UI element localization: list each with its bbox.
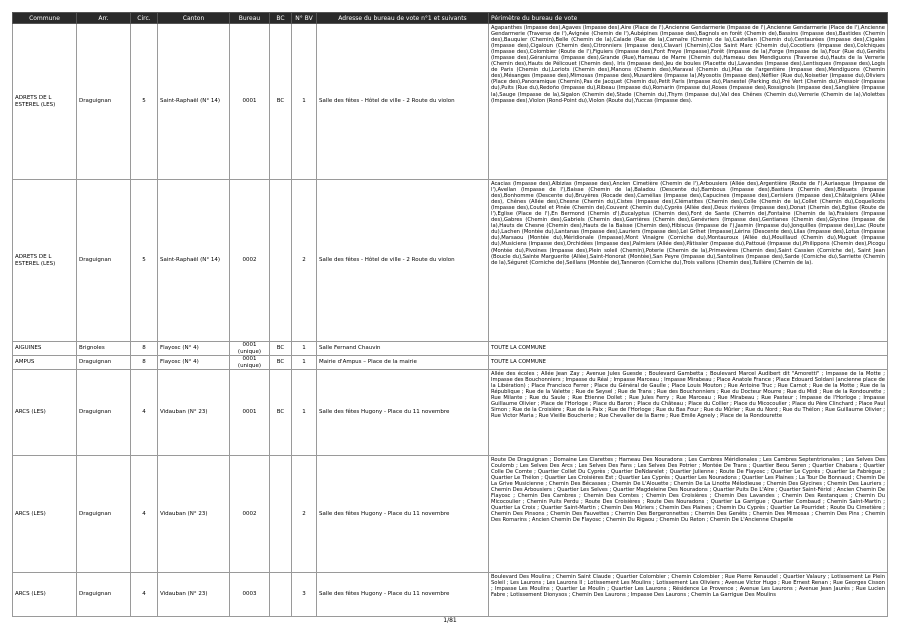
cell-commune: AIGUINES <box>13 342 77 356</box>
cell-perimetre: Acacias (Impasse des),Albizias (Impasse des),Ancien Cimetière (Chemin de l'),Arbousiers (Allée des),Argentière (Route de l'),Auriasque (Impasse de l'),Avellan (Impasse de l'),Baisse (Chemin de la),Baladou (Descente du),Bambous (Impasse des),Bastians (Chemin des),Bleuets (Impasse des),Bonhomme (Descente du),Bruyères (Rocade des),Camélias (Impasse des),Capucines (Impasse des),Cerisiers (Impasse des),Châtaigniers (Allée des), Chênes (Allée des),Chesne (Chemin du),Cistes (Impasse des),Clématites (Chemin des),Colle (Chemin de la),Collet (Chemin du),Coquelicots (Impasse des),Coutel et Pinée (Chemin de),Couvent (Chemin du),Cyprès (Allée des),Deux rivières (Impasse des),Donat (Chemin de),Eglise (Route de l'),Eglise (Place de l'),En Bermond (Chemin d'),Eucalyptus (Chemin des),Font de Sante (Chemin de),Fontaine (Chemin de la),Fraisiers (Impasse des),Gabres (Chemin des),Gabriels (Chemin des),Garrières (Chemin des),Genévriers (Impasse des),Gentianes (Chemin des),Glycine (Impasse de la),Hauts de Chesne (Chemin des),Hauts de la Baisse (Chemin des),Hibiscus (Impasse de l'),Jasmin (Impasse du),Jonquilles (Impasse des),Lac (Route du),Lachen (Montée du),Lantanas (Impasse des),Lauriers (Impasse des),Lei Grihet (Impasse),Lérins (Descente des),Lilas (Impasse des),Lotus (Impasse du),Marsaou (Montée du),Méridionale (Impasse),Mont Vinaigre (Corniche du),Montauroux (Allée du),Mouillaud (Chemin du),Muguet (Impasse du),Musiciens (Impasse des),Orchidées (Impasse des),Palmiers (Allée des),Pâtissier (Impasse du),Pattoué (Impasse du),Philippons (Chemin des),Picogu (Montée du),Pivoines (Impasse des),Plein soleil (Chemin),Poterie (Chemin de la),Primevères (Chemin des),Saint Cassien (Corniche de), Saint Jean (Boucle du),Sainte Marguerite (Allée),Saint-Honorat (Montée),San Peyre (Impasse du),Santolines (Impasse des),Sarde (Corniche du),Sarriette (Chemin de la),Séguret (Corniche de),Seillans (Montée de),Tanneron (Corniche du),Trois vallons (Chemin des),Tuilière (Chemin de la). <box>489 180 888 342</box>
cell-perimetre: Allée des écoles ; Allée Jean Zay ; Avenue Jules Guesde ; Boulevard Gambetta ; Boulevard Marcel Audibert dit "Amoretti" ; Impasse de la Motte ; Impasse des Bouchonniers ; Impasse du Réal ; Impasse Marceau ; Impasse Mirabeau ; Place Anatole France ; Place Edouard Soldani (ancienne place de la Libération) ; Place Francisco Ferrer ; Place du Général de Gaulle ; Place Louis Mouton ; Rue Antoine Truc ; Rue Carnot ; Rue de la Motte ; Rue de la République ; Rue de la Valette ; Rue de Seysel ; Rue de Trans ; Rue des Bouchonniers ; Rue du Docteur Mourre ; Rue du Midi ; Rue de la Rondourette ; Rue Milante ; Rue du Saule ; Rue Etienne Dollet ; Rue Jules Ferry ; Rue Marceau ; Rue Mirabeau ; Rue Pasteur ; Impasse de l'Horloge ; Impasse Guillaume Olivier ; Place de l'Horloge ; Place du Baron ; Place du Château ; Place du Collier ; Place du Micocoulier ; Place du Père Clinchard ; Place Paul Simon ; Rue de la Croisière ; Rue de la Paix ; Rue de l'Horloge ; Rue du Bas Four ; Rue du Mûrier ; Rue du Nord ; Rue du Thélon ; Rue Guillaume Olivier ; Rue Victor Maria ; Rue Vieille Boucherie ; Rue Chevalier de la Barre ; Rue Emile Agnely ; Place de la Rondourette <box>489 370 888 456</box>
header-commune: Commune <box>13 13 77 24</box>
cell-bc: BC <box>270 342 292 356</box>
cell-canton: Vidauban (N° 23) <box>158 456 230 573</box>
table-row <box>13 356 888 370</box>
cell-commune: ADRETS DE L ESTEREL (LES) <box>13 180 77 342</box>
page-number: 1/81 <box>443 617 457 624</box>
cell-bureau: 0002 <box>230 180 270 342</box>
table-header-row <box>13 13 888 24</box>
cell-adresse: Salle des fêtes Hugony - Place du 11 novembre <box>317 370 489 456</box>
cell-perimetre: Route De Draguignan ; Domaine Les Clarettes ; Hameau Des Nouradons ; Les Cambres Méridionales ; Les Cambres Septentrionales ; Les Selves Des Coulomb ; Les Selves Des Arcs ; Les Selves Des Fans ; Les Selves Des Potrier ; Montée De Trans ; Quartier Beou Seren ; Quartier Chabara ; Quartier Colle De Comte ; Quartier Collet Du Cyprès ; Quartier DeNdarelet ; Quartier Julienne ; Route De Flayosc ; Quartier Le Cyprès ; Quartier Le Fabrègue ; Quartier Le Thélon ; Quartier Les Croisières Est ; Quartier Les Cyprès ; Quartier Les Nouradons ; Quartier Les Plaines ; La Tour De Bonnaud ; Chemin De La Grive Musicienne ; Chemin Des Bécasses ; Chemin De L'Alouette ; Chemin De La Linotte Mélodieuse ; Chemin Des Glycines ; Chemin Des Lauriers ; Chemin Des Arbousiers ; Quartier Les Selves ; Quartier Magdeleine Des Nouradons ; Quartier Puits De L'Aire ; Quartier Saint-Fériol ; Ancien Chemin De Flayosc ; Chemin Des Cambres ; Chemin Des Comtes ; Chemin Des Croisières ; Chemin Des Lavandes ; Chemin Des Restanques ; Chemin Du Micocoulier ; Chemin Puits Perdu ; Route Des Croisières ; Route Des Nouradons ; Quartier La Garrigue ; Quartier Combaud ; Chemin Saint-Martin ; Quartier La Croix ; Quartier Saint-Martin ; Chemin Des Mûriers ; Chemin Des Plaines ; Chemin Du Cyprès ; Quartier Le Pourridet ; Route Du Cimetière ; Chemin Des Pinsons ; Chemin Des Fauvettes ; Chemin Des Bergeronnettes ; Chemin Des Genêts ; Chemin Des Mimosas ; Chemin Des Pins ; Chemin Des Romarins ; Ancien Chemin De Flayosc ; Chemin Du Rigaou ; Chemin Du Reton ; Chemin De L'Ancienne Chapelle <box>489 456 888 573</box>
cell-canton: Flayosc (N° 4) <box>158 342 230 356</box>
header-bv: N° BV <box>292 13 317 24</box>
header-perimetre: Périmètre du bureau de vote <box>489 13 888 24</box>
cell-adresse: Salle Fernand Chauvin <box>317 342 489 356</box>
cell-arr: Draguignan <box>77 356 131 370</box>
cell-arr: Draguignan <box>77 456 131 573</box>
cell-adresse: Salle des fêtes - Hôtel de ville - 2 Route du violon <box>317 180 489 342</box>
header-arr: Arr. <box>77 13 131 24</box>
cell-adresse: Mairie d'Ampus – Place de la mairie <box>317 356 489 370</box>
cell-arr: Draguignan <box>77 573 131 617</box>
cell-circ: 4 <box>131 370 158 456</box>
cell-arr: Brignoles <box>77 342 131 356</box>
cell-perimetre: Agapanthes (Impasse des),Agaves (Impasse des),Aire (Place de l'),Ancienne Gendarmerie (Impasse de l'),Ancienne Gendarmerie (Place de l'),Ancienne Gendarmerie (Traverse de l'),Avignée (Chemin de l'),Aubépines (Impasse des),Bagnols en forêt (Chemin de),Bassins (Impasse des),Bastides (Chemin des),Bauquier (Chemin),Belle (Chemin de la),Calade (Rue de la),Camaïre (Chemin de la),Castellan (Chemin du),Centaurées (Impasse des),Cigales (Impasse des),Cigaloun (Chemin des),Citronniers (Impasse des),Clavari (Chemin),Clos Saint Marc (Chemin du),Cocotiers (Impasse des),Colchiques (Impasse des),Colombier (Route de l'),Figuiers (Impasse des),Font Freye (Impasse),Forêt (Impasse de la),Forge (Impasse de la),Four (Rue du),Genêts (Impasse des),Géraniums (Impasse des),Grande (Rue),Hameau de Marre (Chemin du),Hameau des Mendiguons (Traverse du),Hauts de la Verrerie (Chemin des),Hauts de Pélicouet (Chemin des), Iris (Impasse des),Jeu de boules (Placette du),Lavandes (Impasse des),Lentisques (Impasse des),Logis de Paris (Chemin du),Loriots (Chemin des),Manons (Chemin des),Maraval (Chemin du),Mas de l'argentière (Impasse des),Mendiguons (Chemin des),Mésanges (Impasse des),Mimosas (Impasse des),Musardière (Impasse la),Myosotis (Impasse des),Néflier (Rue du),Noisetier (Impasse du),Oliviers (Place des),Panoramique (Chemin),Pas de Jacquet (Chemin du),Petit Paris (Impasse du),Planestel (Parking du),Pré Vert (Chemin du),Pressoir (Impasse du),Puits (Rue du),Redoño (Impasse du),Ribeau (Impasse du),Romarin (Impasse du),Roses (Impasse des),Rossignols (Impasse des),Sanglière (Impasse la),Sauge (Impasse de la),Sigalon (Chemin de),Stade (Chemin du),Thym (Impasse du),Val des Chênes (Chemin du),Verrerie (Chemin de la),Violettes (Impasse des),Violon (Rond-Point du),Violon (Route du),Yuccas (Impasse des). <box>489 24 888 180</box>
cell-arr: Draguignan <box>77 180 131 342</box>
cell-arr: Draguignan <box>77 24 131 180</box>
cell-bureau: 0002 <box>230 456 270 573</box>
cell-adresse: Salle des fêtes - Hôtel de ville - 2 Route du violon <box>317 24 489 180</box>
cell-commune: ARCS (LES) <box>13 370 77 456</box>
cell-bv: 3 <box>292 573 317 617</box>
cell-canton: Saint-Raphaël (N° 14) <box>158 180 230 342</box>
cell-arr: Draguignan <box>77 370 131 456</box>
header-canton: Canton <box>158 13 230 24</box>
table-row <box>13 370 888 456</box>
cell-bv: 1 <box>292 342 317 356</box>
cell-perimetre: Boulevard Des Moulins ; Chemin Saint Claude ; Quartier Colombier ; Chemin Colombier ; Rue Pierre Renaudel ; Quartier Valaury ; Lotissement Le Plein Soleil ; Les Laurons ; Les Laurons II ; Lotissement Les Moulins ; Lotissement Les Oliviers ; Avenue Victor Hugo ; Rue Ernest Renan ; Rue Georges Cisson ; Impasse Les Moulins ; Quartier Le Moulin ; Quartier Les Laurons ; Résidence Le Provence ; Avenue Les Laurons ; Avenue Jean Jaurès ; Rue Lucien Fabre ; Lotissement Dionysos ; Chemin Des Laurons ; Impasse Des Laurons ; Chemin La Garrigue Des Moulins <box>489 573 888 617</box>
cell-bureau: 0001 <box>230 24 270 180</box>
cell-bc: BC <box>270 370 292 456</box>
cell-commune: ARCS (LES) <box>13 573 77 617</box>
cell-perimetre: TOUTE LA COMMUNE <box>489 356 888 370</box>
cell-bc <box>270 180 292 342</box>
cell-canton: Flayosc (N° 4) <box>158 356 230 370</box>
cell-bv: 2 <box>292 456 317 573</box>
table-row <box>13 180 888 342</box>
cell-circ: 8 <box>131 342 158 356</box>
cell-bc: BC <box>270 356 292 370</box>
cell-bureau: 0001 <box>230 370 270 456</box>
cell-bc: BC <box>270 24 292 180</box>
cell-bureau: 0001 (unique) <box>230 356 270 370</box>
cell-circ: 4 <box>131 573 158 617</box>
cell-commune: ARCS (LES) <box>13 456 77 573</box>
table-row <box>13 456 888 573</box>
cell-commune: AMPUS <box>13 356 77 370</box>
cell-bc <box>270 456 292 573</box>
cell-canton: Saint-Raphaël (N° 14) <box>158 24 230 180</box>
cell-commune: ADRETS DE L ESTEREL (LES) <box>13 24 77 180</box>
cell-circ: 8 <box>131 356 158 370</box>
header-circ: Circ. <box>131 13 158 24</box>
cell-canton: Vidauban (N° 23) <box>158 573 230 617</box>
table-row <box>13 24 888 180</box>
cell-circ: 5 <box>131 180 158 342</box>
cell-adresse: Salle des fêtes Hugony - Place du 11 novembre <box>317 456 489 573</box>
polling-stations-table <box>12 12 888 617</box>
cell-canton: Vidauban (N° 23) <box>158 370 230 456</box>
cell-bureau: 0001 (unique) <box>230 342 270 356</box>
table-row <box>13 342 888 356</box>
cell-bc <box>270 573 292 617</box>
cell-bv: 1 <box>292 370 317 456</box>
header-adresse: Adresse du bureau de vote n°1 et suivants <box>317 13 489 24</box>
header-bc: BC <box>270 13 292 24</box>
cell-bv: 2 <box>292 180 317 342</box>
cell-bureau: 0003 <box>230 573 270 617</box>
header-bureau: Bureau <box>230 13 270 24</box>
cell-perimetre: TOUTE LA COMMUNE <box>489 342 888 356</box>
cell-circ: 4 <box>131 456 158 573</box>
cell-bv: 1 <box>292 356 317 370</box>
cell-bv: 1 <box>292 24 317 180</box>
cell-circ: 5 <box>131 24 158 180</box>
table-row <box>13 573 888 617</box>
cell-adresse: Salle des fêtes Hugony - Place du 11 novembre <box>317 573 489 617</box>
